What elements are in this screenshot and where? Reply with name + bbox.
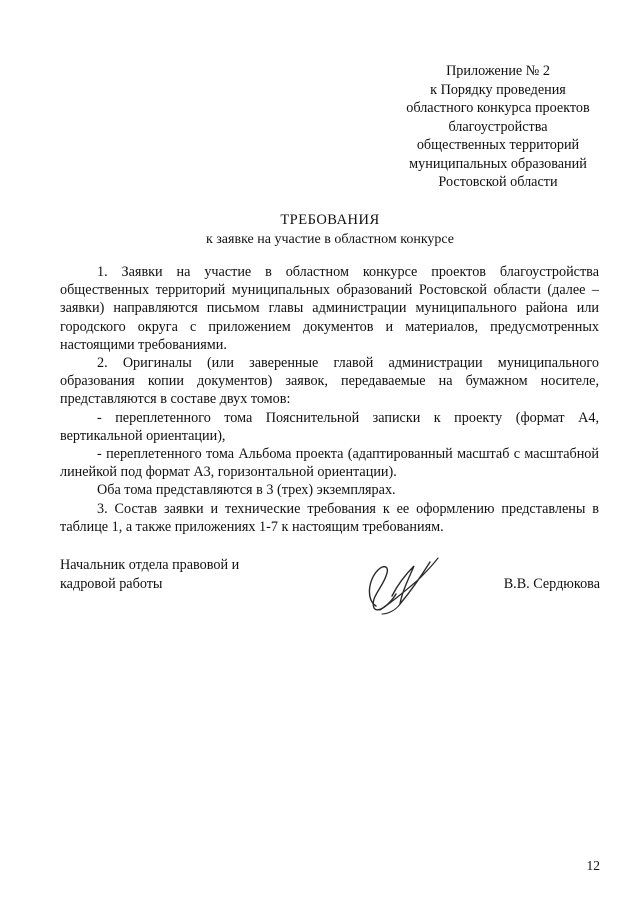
paragraph-1: 1. Заявки на участие в областном конкурсе проектов благоустройства общественных территорий муниципальных образований Ростовской области (далее – заявки) направляются письмом главы администрации муниципального района или городского округа с приложением документов и материалов, предусмотренных настоящими требованиями. (60, 264, 599, 353)
document-heading (60, 211, 600, 249)
paragraph-2: 2. Оригиналы (или заверенные главой администрации муниципального образования копии документов) заявок, передаваемые на бумажном носителе, представляются в составе двух томов: (60, 355, 599, 408)
document-title: ТРЕБОВАНИЯ (280, 212, 380, 228)
appendix-header (382, 62, 614, 192)
paragraph-volume-1: - переплетенного тома Пояснительной записки к проекту (формат А4, вертикальной ориентации), (60, 409, 599, 444)
appendix-line: к Порядку проведения (430, 81, 566, 98)
appendix-line: Приложение № 2 (446, 63, 550, 79)
signatory-name: В.В. Сердюкова (503, 575, 600, 592)
appendix-line: Ростовской области (438, 174, 558, 190)
appendix-line: муниципальных образований (409, 155, 587, 172)
appendix-line: общественных территорий (416, 137, 580, 153)
page-number: 12 (586, 858, 600, 873)
paragraph-copies: Оба тома представляются в 3 (трех) экземплярах. (97, 482, 396, 499)
paragraph-volume-2: - переплетенного тома Альбома проекта (адаптированный масштаб с масштабной линейкой под формат А3, горизонтальной ориентации). (60, 446, 599, 481)
paragraph-3: 3. Состав заявки и технические требования к ее оформлению представлены в таблице 1, а также приложениях 1-7 к настоящим требованиям. (60, 500, 599, 535)
signatory-position: Начальник отдела правовой и кадровой работы (60, 557, 240, 592)
document-subtitle: к заявке на участие в областном конкурсе (205, 232, 455, 247)
document-body (60, 263, 599, 536)
signature-block (60, 556, 600, 616)
handwritten-signature (340, 540, 450, 620)
appendix-line: благоустройства (448, 118, 548, 135)
appendix-line: областного конкурса проектов (406, 100, 590, 116)
